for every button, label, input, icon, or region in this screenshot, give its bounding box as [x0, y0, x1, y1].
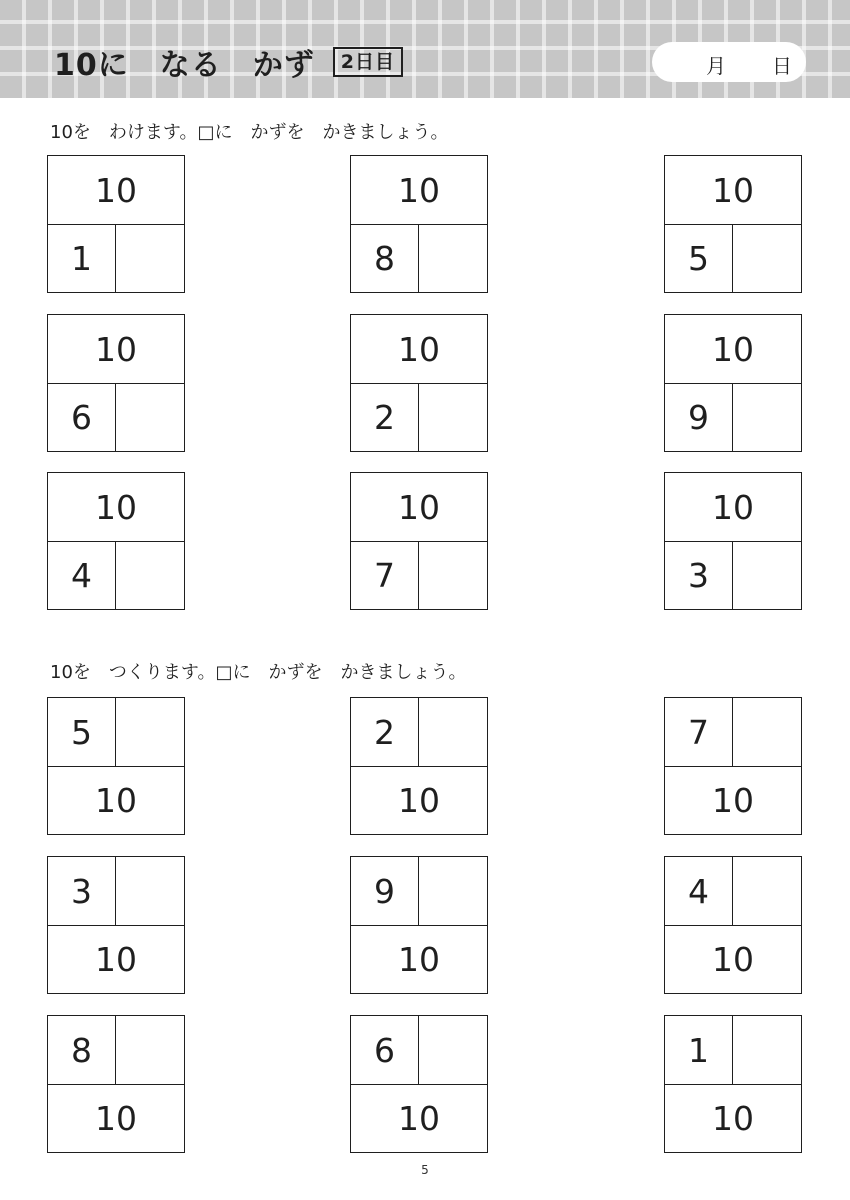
- given-number: 8: [48, 1016, 116, 1084]
- make-problem: [664, 856, 802, 994]
- total-number: 10: [712, 487, 754, 527]
- answer-box[interactable]: [116, 225, 184, 292]
- split-problem: [664, 472, 802, 610]
- total-number: 10: [95, 329, 137, 369]
- total-number: 10: [95, 781, 137, 820]
- given-number: 6: [48, 384, 116, 451]
- split-problem: [47, 472, 185, 610]
- split-problem: [350, 155, 488, 293]
- given-number: 2: [351, 698, 419, 766]
- total-number: 10: [95, 170, 137, 210]
- total-number: 10: [95, 1099, 137, 1138]
- answer-box[interactable]: [116, 384, 184, 451]
- make-problem: [664, 1015, 802, 1153]
- given-number: 5: [48, 698, 116, 766]
- given-number: 2: [351, 384, 419, 451]
- split-problem: [350, 472, 488, 610]
- page-title: [54, 40, 403, 84]
- answer-box[interactable]: [733, 698, 801, 766]
- answer-box[interactable]: [116, 542, 184, 609]
- total-number: 10: [398, 940, 440, 979]
- page-number: 5: [421, 1163, 429, 1177]
- total-number: 10: [712, 781, 754, 820]
- make-problem: [47, 697, 185, 835]
- given-number: 3: [48, 857, 116, 925]
- total-number: 10: [712, 170, 754, 210]
- total-number: 10: [398, 329, 440, 369]
- given-number: 4: [665, 857, 733, 925]
- answer-box[interactable]: [733, 225, 801, 292]
- total-number: 10: [712, 1099, 754, 1138]
- section1-instruction: 10を わけます。□に かずを かきましょう。: [50, 122, 449, 143]
- given-number: 9: [665, 384, 733, 451]
- given-number: 7: [351, 542, 419, 609]
- make-problem: [350, 1015, 488, 1153]
- total-number: 10: [398, 1099, 440, 1138]
- split-problem: [664, 155, 802, 293]
- total-number: 10: [398, 487, 440, 527]
- make-problem: [350, 856, 488, 994]
- given-number: 7: [665, 698, 733, 766]
- given-number: 4: [48, 542, 116, 609]
- make-problem: [47, 856, 185, 994]
- answer-box[interactable]: [419, 1016, 487, 1084]
- answer-box[interactable]: [419, 225, 487, 292]
- total-number: 10: [398, 781, 440, 820]
- answer-box[interactable]: [733, 384, 801, 451]
- answer-box[interactable]: [419, 542, 487, 609]
- date-day-label: 日: [772, 54, 792, 78]
- split-problem: [47, 314, 185, 452]
- answer-box[interactable]: [116, 857, 184, 925]
- given-number: 1: [48, 225, 116, 292]
- total-number: 10: [95, 940, 137, 979]
- total-number: 10: [712, 940, 754, 979]
- given-number: 1: [665, 1016, 733, 1084]
- make-problem: [47, 1015, 185, 1153]
- answer-box[interactable]: [419, 384, 487, 451]
- total-number: 10: [95, 487, 137, 527]
- given-number: 8: [351, 225, 419, 292]
- answer-box[interactable]: [419, 698, 487, 766]
- section2-instruction: 10を つくります。□に かずを かきましょう。: [50, 662, 467, 683]
- day-badge: 2日目: [333, 47, 403, 77]
- given-number: 5: [665, 225, 733, 292]
- total-number: 10: [712, 329, 754, 369]
- date-field[interactable]: [652, 42, 806, 82]
- answer-box[interactable]: [116, 698, 184, 766]
- answer-box[interactable]: [419, 857, 487, 925]
- split-problem: [47, 155, 185, 293]
- answer-box[interactable]: [733, 542, 801, 609]
- answer-box[interactable]: [116, 1016, 184, 1084]
- given-number: 6: [351, 1016, 419, 1084]
- split-problem: [350, 314, 488, 452]
- answer-box[interactable]: [733, 857, 801, 925]
- answer-box[interactable]: [733, 1016, 801, 1084]
- date-month-label: 月: [706, 54, 726, 78]
- given-number: 9: [351, 857, 419, 925]
- given-number: 3: [665, 542, 733, 609]
- make-problem: [350, 697, 488, 835]
- title-text: 10に なる かず: [54, 48, 315, 83]
- total-number: 10: [398, 170, 440, 210]
- make-problem: [664, 697, 802, 835]
- split-problem: [664, 314, 802, 452]
